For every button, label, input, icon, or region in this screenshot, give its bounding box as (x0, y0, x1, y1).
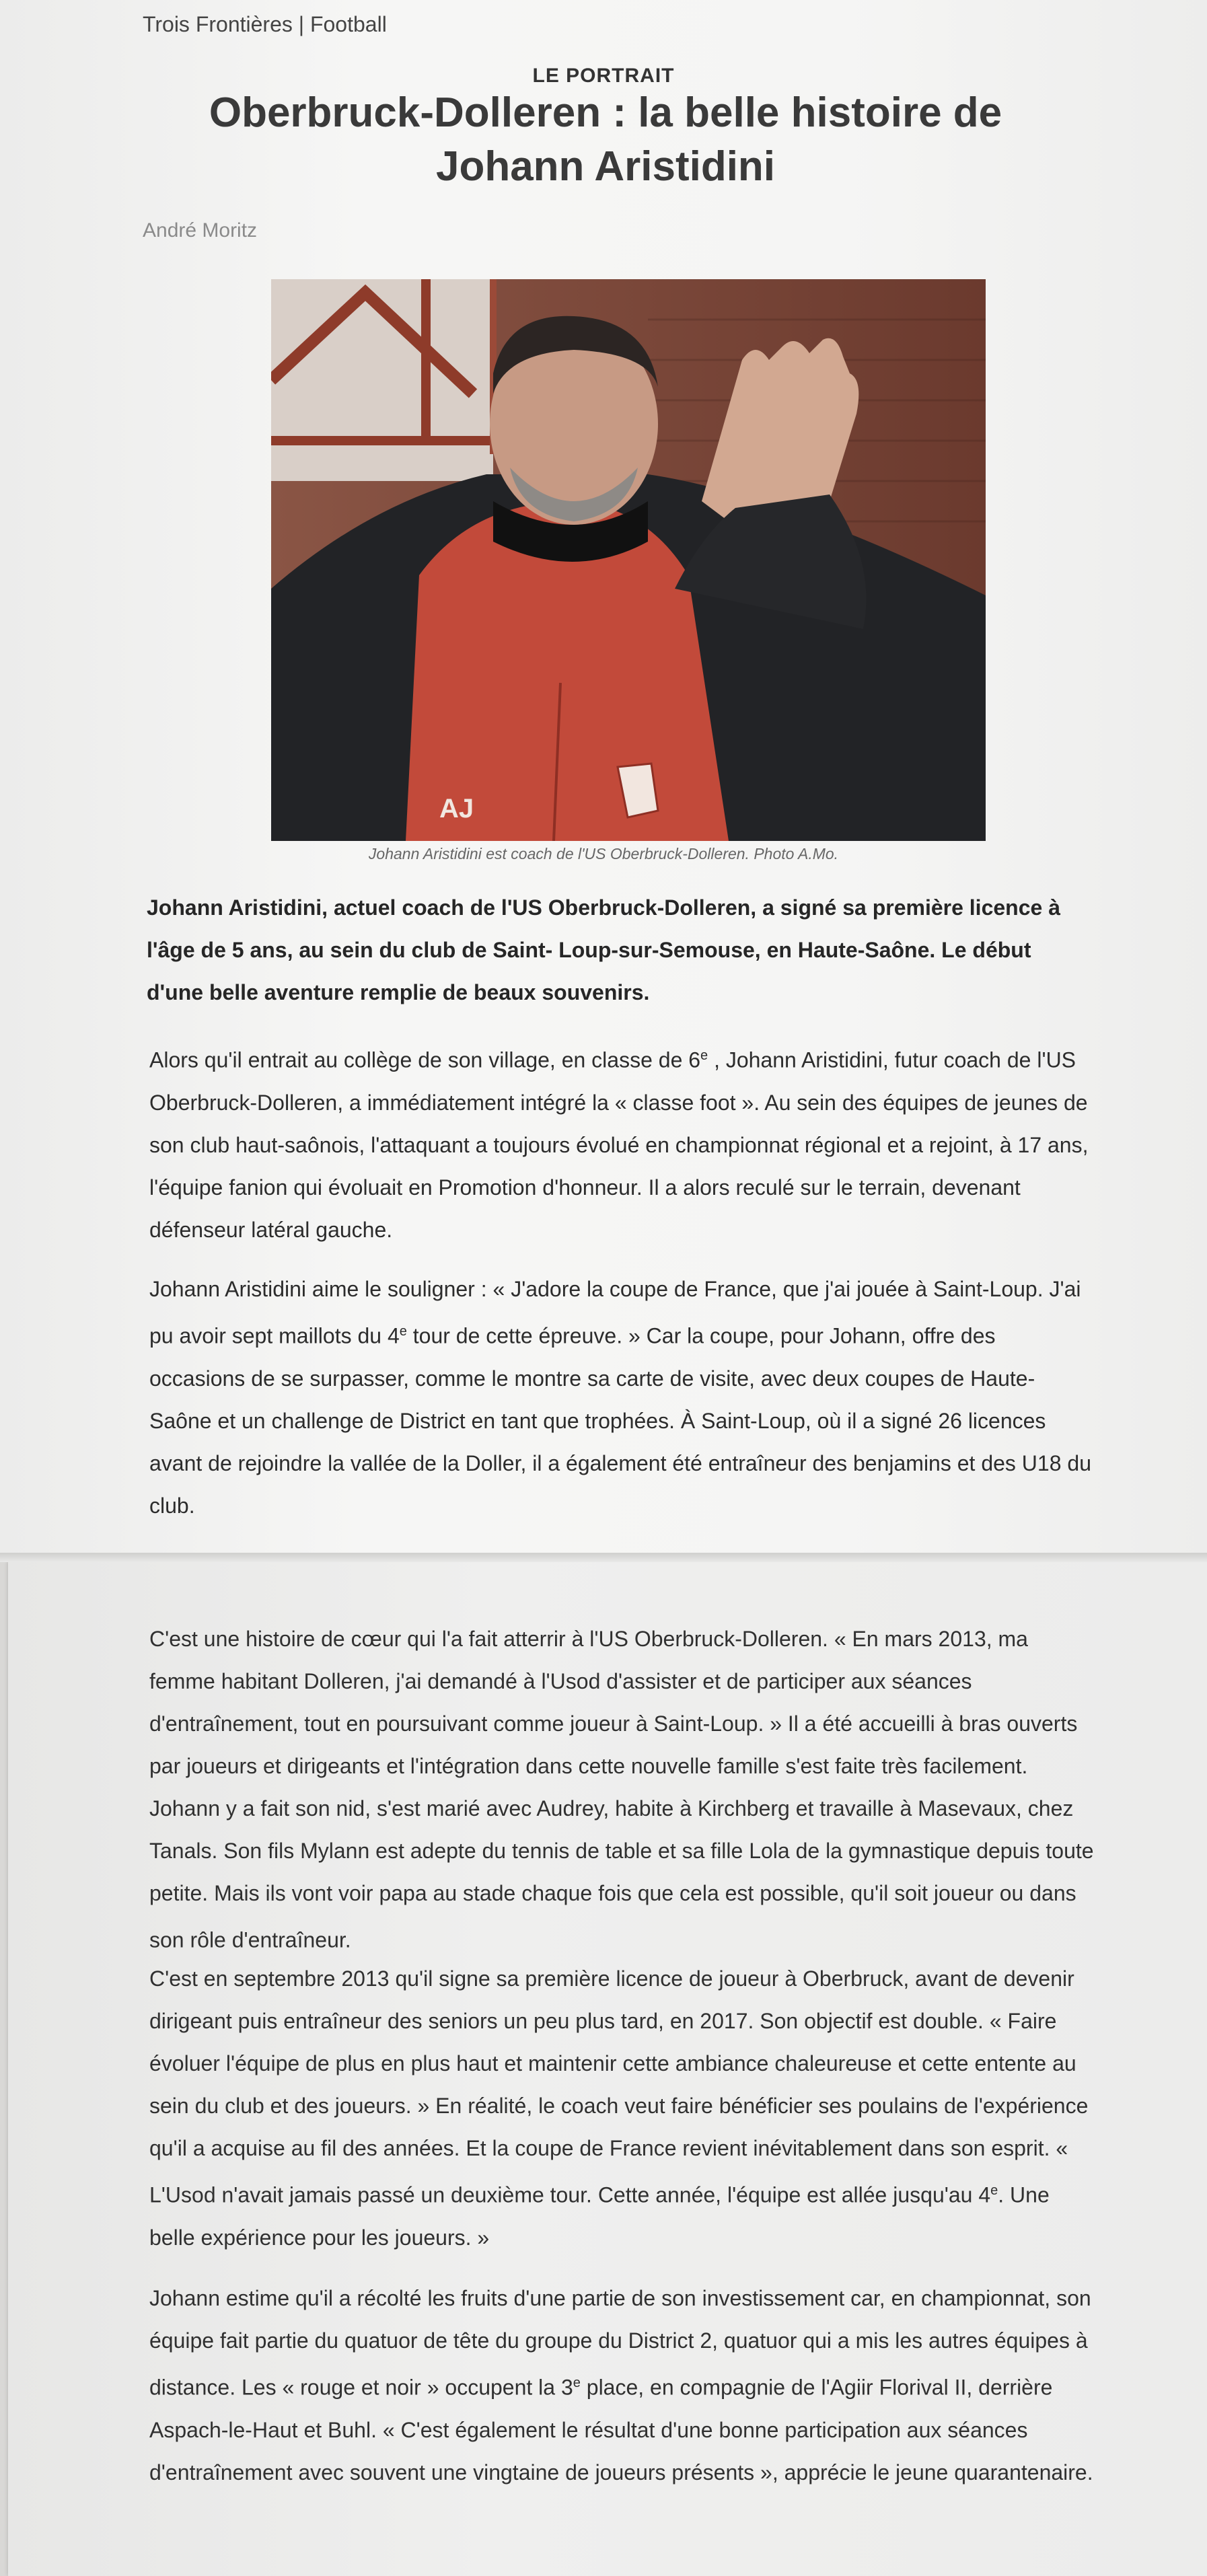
article-paragraph: C'est en septembre 2013 qu'il signe sa première licence de joueur à Oberbruck, avant de devenir dirigeant puis entraîneur des seniors un peu plus tard, en 2017. Son objectif est double. « Faire évoluer l'équipe de plus en plus haut et maintenir cette ambiance chaleureuse et cette entente au sein du club et des joueurs. » En réalité, le coach veut faire bénéficier ses poulains de l'expérience qu'il a acquise au fil des années. Et la coupe de France revient inévitablement dans son esprit. « L'Usod n'avait jamais passé un deuxième tour. Cette année, l'équipe est allée jusqu'au 4e. Une belle expérience pour les joueurs. » (149, 1966, 1089, 2250)
headline: Oberbruck-Dolleren : la belle histoire de Johann Aristidini (209, 89, 1002, 190)
author-byline: André Moritz (143, 219, 258, 242)
article-paragraph: Alors qu'il entrait au collège de son village, en classe de 6e , Johann Aristidini, futur coach de l'US Oberbruck-Dolleren, a immédiatement intégré la « classe foot ». Au sein des équipes de jeunes de son club haut-saônois, l'attaquant a toujours évolué en championnat régional et a rejoint, à 17 ans, l'équipe fanion qui évoluait en Promotion d'honneur. Il a alors reculé sur le terrain, devenant défenseur latéral gauche. (149, 1047, 1089, 1242)
coach-portrait-image (271, 279, 986, 841)
section-tag: Trois Frontières | Football (143, 12, 387, 36)
article-photo (271, 279, 986, 841)
svg-text:AJ: AJ (439, 794, 474, 823)
shirt-initials (439, 794, 474, 823)
article-paragraph: Johann estime qu'il a récolté les fruits d'une partie de son investissement car, en championnat, son équipe fait partie du quatuor de tête du groupe du District 2, quatuor qui a mis les autres équipes à distance. Les « rouge et noir » occupent la 3e place, en compagnie de l'Agiir Florival II, derrière Aspach-le-Haut et Buhl. « C'est également le résultat d'une bonne participation aux séances d'entraînement avec souvent une vingtaine de joueurs présents », apprécie le jeune quarantenaire. (149, 2286, 1093, 2485)
kicker: LE PORTRAIT (532, 65, 675, 87)
article-lede: Johann Aristidini, actuel coach de l'US Oberbruck-Dolleren, a signé sa première licence à l'âge de 5 ans, au sein du club de Saint- Loup-sur-Semouse, en Haute-Saône. Le début d'une belle aventure remplie de beaux souvenirs. (147, 895, 1060, 1004)
article-paragraph: C'est une histoire de cœur qui l'a fait atterrir à l'US Oberbruck-Dolleren. « En mars 2013, ma femme habitant Dolleren, j'ai demandé à l'Usod d'assister et de participer aux séances d'entraînement, tout en poursuivant comme joueur à Saint-Loup. » Il a été accueilli à bras ouverts par joueurs et dirigeants et l'intégration dans cette nouvelle famille s'est faite très facilement. Johann y a fait son nid, s'est marié avec Audrey, habite à Kirchberg et travaille à Masevaux, chez Tanals. Son fils Mylann est adepte du tennis de table et sa fille Lola de la gymnastique depuis toute petite. Mais ils vont voir papa au stade chaque fois que cela est possible, qu'il soit joueur ou dans son rôle d'entraîneur. (149, 1627, 1094, 1952)
photo-caption: Johann Aristidini est coach de l'US Oberbruck-Dolleren. Photo A.Mo. (368, 845, 839, 862)
article-paragraph: Johann Aristidini aime le souligner : « J'adore la coupe de France, que j'ai jouée à Saint-Loup. J'ai pu avoir sept maillots du 4e tour de cette épreuve. » Car la coupe, pour Johann, offre des occasions de se surpasser, comme le montre sa carte de visite, avec deux coupes de Haute-Saône et un challenge de District en tant que trophées. À Saint-Loup, où il a signé 26 licences avant de rejoindre la vallée de la Doller, il a également été entraîneur des benjamins et des U18 du club. (149, 1277, 1091, 1518)
paper-fold-line (0, 1553, 1207, 1562)
